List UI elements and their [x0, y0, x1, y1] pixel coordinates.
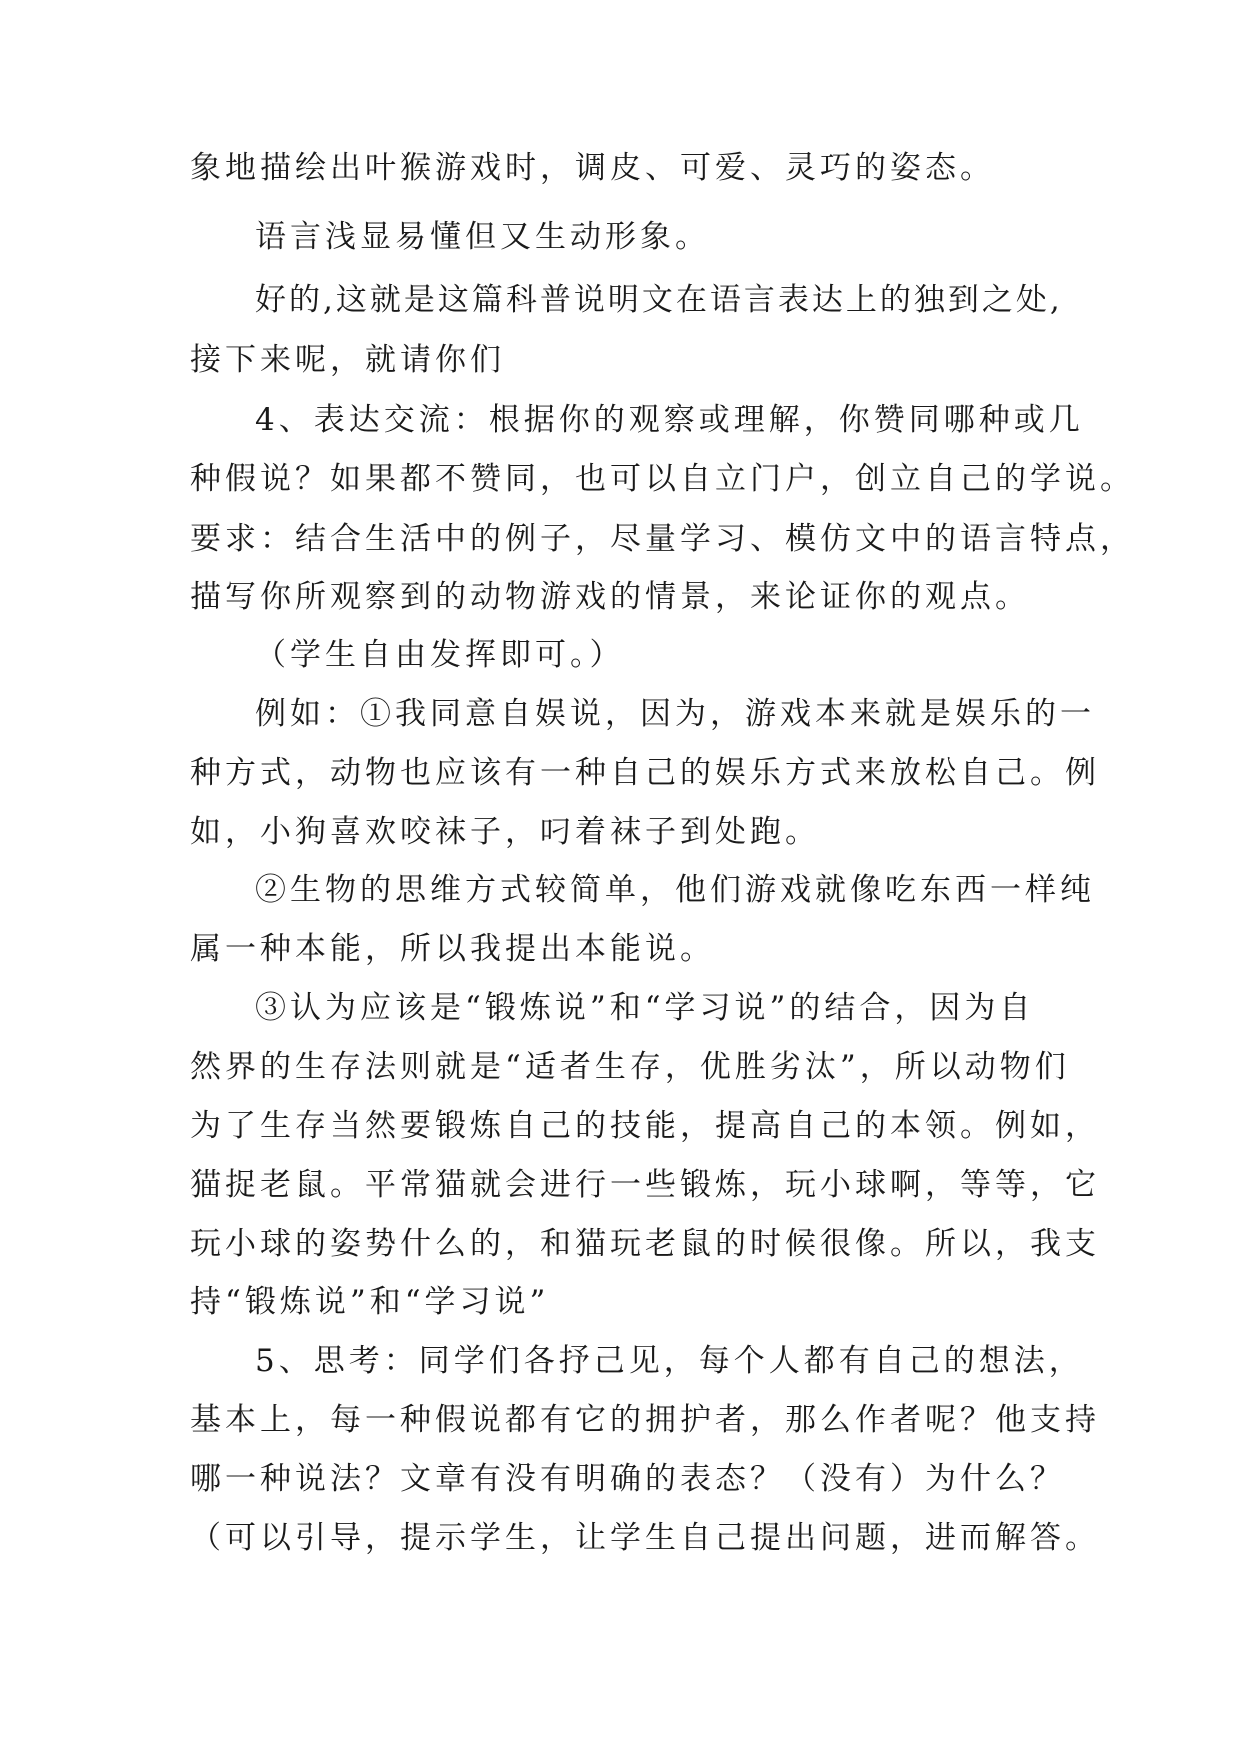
text-line-14: 属一种本能，所以我提出本能说。	[190, 931, 715, 967]
text-line-12: 如，小狗喜欢咬袜子，叼着袜子到处跑。	[190, 814, 820, 850]
text-line-15: ③认为应该是“锻炼说”和“学习说”的结合，因为自	[255, 990, 1035, 1026]
text-line-17: 为了生存当然要锻炼自己的技能，提高自己的本领。例如，	[190, 1108, 1100, 1144]
text-line-9: （学生自由发挥即可。）	[255, 637, 625, 673]
text-line-5: 4、表达交流：根据你的观察或理解，你赞同哪种或几	[255, 402, 1084, 438]
text-line-2: 语言浅显易懂但又生动形象。	[255, 219, 710, 255]
text-line-20: 持“锻炼说”和“学习说”	[190, 1284, 550, 1320]
text-line-1: 象地描绘出叶猴游戏时，调皮、可爱、灵巧的姿态。	[190, 150, 995, 186]
text-line-10: 例如：①我同意自娱说，因为，游戏本来就是娱乐的一	[255, 696, 1095, 732]
text-line-19: 玩小球的姿势什么的，和猫玩老鼠的时候很像。所以，我支	[190, 1226, 1100, 1262]
text-line-3: 好的,这就是这篇科普说明文在语言表达上的独到之处,	[255, 282, 1063, 318]
text-line-24: （可以引导，提示学生，让学生自己提出问题，进而解答。	[190, 1520, 1100, 1556]
text-line-11: 种方式，动物也应该有一种自己的娱乐方式来放松自己。例	[190, 755, 1100, 791]
text-line-4: 接下来呢，就请你们	[190, 342, 505, 378]
text-line-21: 5、思考：同学们各抒己见，每个人都有自己的想法，	[255, 1343, 1084, 1379]
text-line-7: 要求：结合生活中的例子，尽量学习、模仿文中的语言特点，	[190, 521, 1135, 557]
text-line-6: 种假说？如果都不赞同，也可以自立门户，创立自己的学说。	[190, 461, 1135, 497]
text-line-22: 基本上，每一种假说都有它的拥护者，那么作者呢？他支持	[190, 1402, 1100, 1438]
text-line-8: 描写你所观察到的动物游戏的情景，来论证你的观点。	[190, 579, 1030, 615]
text-line-16: 然界的生存法则就是“适者生存，优胜劣汰”，所以动物们	[190, 1049, 1070, 1085]
text-line-13: ②生物的思维方式较简单，他们游戏就像吃东西一样纯	[255, 872, 1095, 908]
text-line-18: 猫捉老鼠。平常猫就会进行一些锻炼，玩小球啊，等等，它	[190, 1167, 1100, 1203]
text-line-23: 哪一种说法？文章有没有明确的表态？（没有）为什么？	[190, 1461, 1065, 1497]
